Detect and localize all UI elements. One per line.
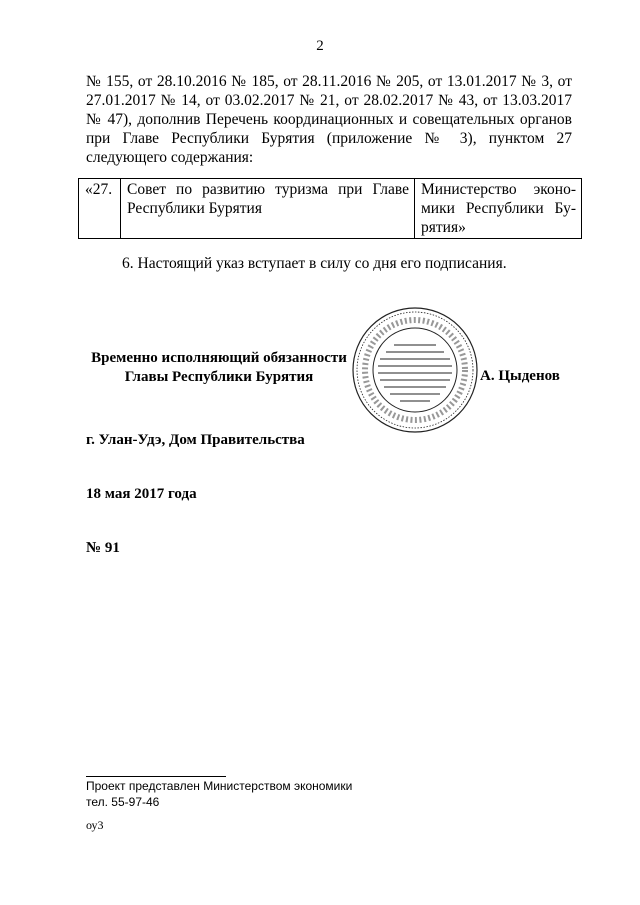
- org-line: рятия»: [421, 219, 466, 236]
- page-number: 2: [316, 38, 324, 54]
- org-line: мики Республики Бу-: [421, 200, 576, 217]
- body-name: Совет по развитию туризма при Главе Республики Бурятия: [121, 179, 415, 239]
- signatory-title-line: Временно исполняющий обязанности: [91, 350, 347, 366]
- official-seal: [350, 305, 480, 435]
- amendment-table: [78, 178, 582, 239]
- signatory-title: [86, 349, 352, 387]
- place-of-signing: г. Улан-Удэ, Дом Правительства: [86, 432, 305, 448]
- decree-number: № 91: [86, 540, 120, 556]
- table-row: [79, 179, 582, 239]
- clause-6: 6. Настоящий указ вступает в силу со дня его подписания.: [122, 255, 507, 272]
- signatory-name: А. Цыденов: [480, 368, 560, 384]
- footnote-line: Проект представлен Министерством экономики: [86, 779, 353, 793]
- document-code: оу3: [86, 818, 104, 832]
- footnote-line: тел. 55-97-46: [86, 795, 160, 809]
- intro-paragraph: № 155, от 28.10.2016 № 185, от 28.11.2016 № 205, от 13.01.2017 № 3, от 27.01.2017 № 14, от 03.02.2017 № 21, от 28.02.2017 № 43, от 13.03.2017 № 47), дополнив Перечень координационных и совещательных органов при Главе Республики Бурятия (приложение № 3), пунктом 27 следующего содержания:: [86, 73, 572, 166]
- org-line: Министерство эконо-: [421, 181, 576, 198]
- item-number: «27.: [79, 179, 121, 239]
- footnote-divider: [86, 776, 226, 777]
- responsible-organ: [415, 179, 582, 239]
- signatory-title-line: Главы Республики Бурятия: [124, 369, 314, 385]
- signing-date: 18 мая 2017 года: [86, 486, 197, 502]
